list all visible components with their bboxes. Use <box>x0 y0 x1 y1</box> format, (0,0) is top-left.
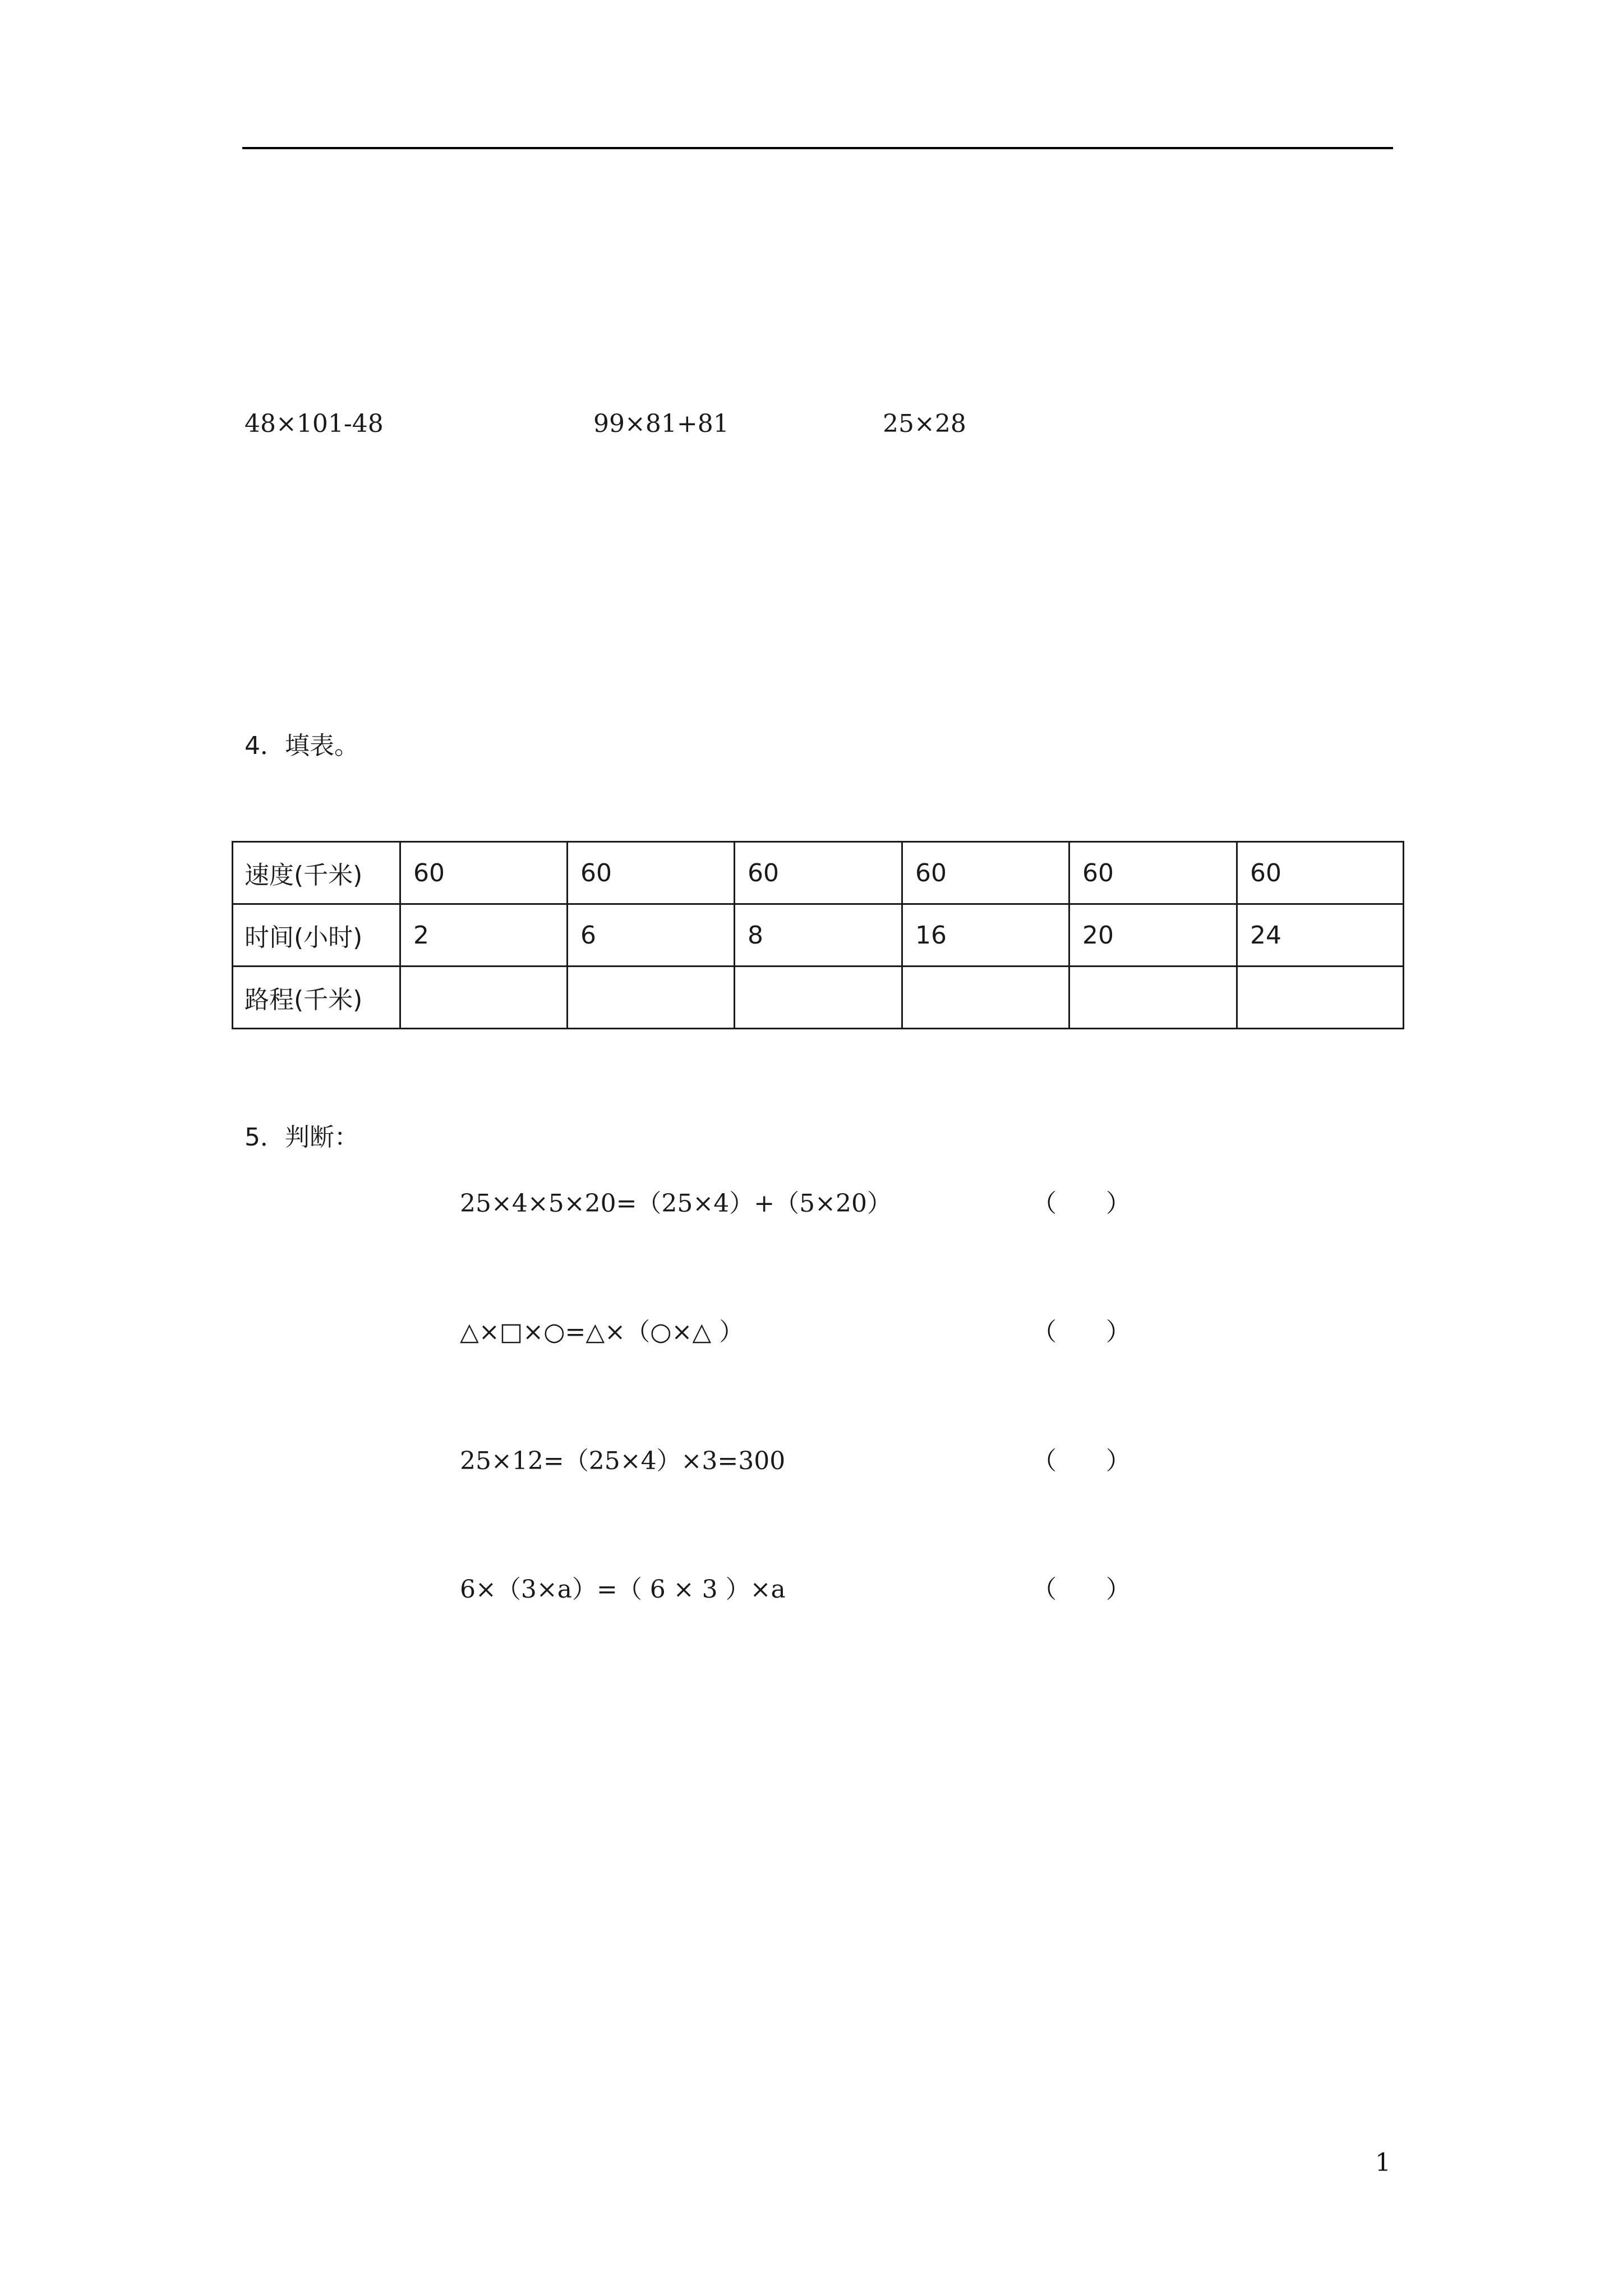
table-cell: 60 <box>568 842 735 904</box>
judge-expression-1: 25×4×5×20=（25×4）+（5×20） <box>460 1189 892 1218</box>
table-cell: 60 <box>902 842 1069 904</box>
answer-parentheses-1[interactable]: （ ） <box>1032 1189 1131 1218</box>
header-rule <box>242 147 1393 149</box>
table-row-speed <box>233 842 1404 904</box>
q5-title: 5．判断： <box>245 1123 359 1152</box>
answer-cell[interactable] <box>735 967 902 1029</box>
row-header-distance: 路程(千米) <box>233 967 400 1029</box>
answer-parentheses-4[interactable]: （ ） <box>1032 1575 1131 1604</box>
table-cell: 8 <box>735 904 902 967</box>
judge-expression-3: 25×12=（25×4）×3=300 <box>460 1447 786 1475</box>
fill-table <box>232 841 1404 1029</box>
table-cell: 24 <box>1237 904 1404 967</box>
table-cell: 2 <box>400 904 568 967</box>
table-cell: 60 <box>400 842 568 904</box>
table-cell: 60 <box>735 842 902 904</box>
page-number: 1 <box>1375 2148 1391 2177</box>
judge-expression-4: 6×（3×a）=（ 6 × 3 ）×a <box>460 1575 786 1604</box>
answer-cell[interactable] <box>568 967 735 1029</box>
calc-expression-2: 99×81+81 <box>593 409 729 438</box>
table-cell: 60 <box>1237 842 1404 904</box>
answer-cell[interactable] <box>1237 967 1404 1029</box>
table-cell: 16 <box>902 904 1069 967</box>
table-cell: 20 <box>1069 904 1237 967</box>
table-row-distance <box>233 967 1404 1029</box>
table-cell: 60 <box>1069 842 1237 904</box>
answer-parentheses-2[interactable]: （ ） <box>1032 1318 1131 1346</box>
answer-cell[interactable] <box>902 967 1069 1029</box>
judge-expression-2: △×□×○=△×（○×△ ） <box>460 1318 744 1346</box>
row-header-time: 时间(小时) <box>233 904 400 967</box>
answer-cell[interactable] <box>400 967 568 1029</box>
calc-expression-1: 48×101-48 <box>245 409 384 438</box>
q4-title: 4．填表。 <box>245 731 359 760</box>
answer-cell[interactable] <box>1069 967 1237 1029</box>
row-header-speed: 速度(千米) <box>233 842 400 904</box>
table-row-time <box>233 904 1404 967</box>
table-cell: 6 <box>568 904 735 967</box>
answer-parentheses-3[interactable]: （ ） <box>1032 1447 1131 1475</box>
calc-expression-3: 25×28 <box>883 409 966 438</box>
